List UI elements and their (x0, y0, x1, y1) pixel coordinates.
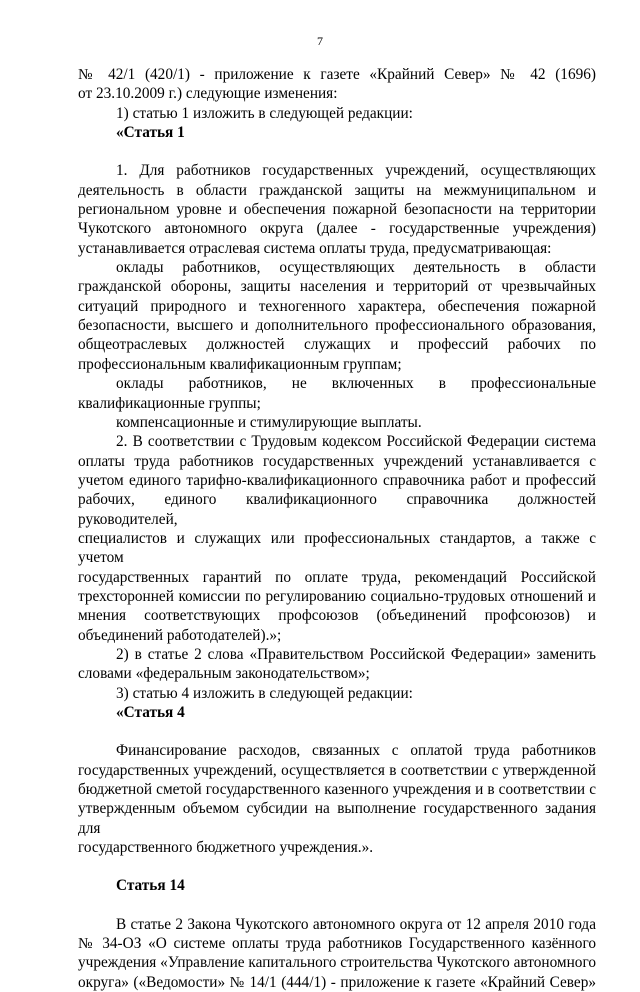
text-line: устанавливается отраслевая система оплаты труда, предусматривающая: (78, 239, 552, 257)
text-line: словами «федеральным законодательством»; (78, 665, 370, 683)
text-line: ситуаций природного и техногенного характера, обеспечения пожарной (78, 297, 596, 315)
text-line: оклады работников, осуществляющих деятельность в области (116, 259, 596, 277)
text-line: В статье 2 Закона Чукотского автономного округа от 12 апреля 2010 года (116, 915, 596, 933)
article-4-paragraph-1 (78, 741, 596, 857)
article-14-paragraph-1 (78, 915, 596, 992)
text-line: бюджетной сметой государственного казенного учреждения и в соответствии с (78, 781, 596, 799)
spacer (78, 142, 596, 161)
text-line: объединений работодателей).»; (78, 626, 282, 644)
text-line: квалификационные группы; (78, 394, 261, 412)
text-line: Финансирование расходов, связанных с оплатой труда работников (116, 742, 596, 760)
article-1-paragraph-4: компенсационные и стимулирующие выплаты. (116, 413, 422, 431)
article-14-heading: Статья 14 (116, 877, 185, 895)
article-1-heading: «Статья 1 (116, 124, 185, 142)
text-line: государственных учреждений, осуществляется в соответствии с утвержденной (78, 761, 596, 779)
text-line: государственного бюджетного учреждения.». (78, 839, 374, 857)
text-line: округа» («Ведомости» № 14/1 (444/1) - приложение к газете «Крайний Север» (78, 973, 596, 991)
text-line: безопасности, высшего и дополнительного профессионального образования, (78, 317, 596, 335)
article-1-paragraph-5 (78, 432, 596, 645)
amendment-item-1: 1) статью 1 изложить в следующей редакции: (116, 104, 413, 122)
document-body (78, 65, 596, 992)
text-line: гражданской обороны, защиты населения и территорий от чрезвычайных (78, 278, 596, 296)
article-1-paragraph-2 (78, 258, 596, 374)
intro-line: № 42/1 (420/1) - приложение к газете «Крайний Север» № 42 (1696) (78, 66, 596, 83)
page-number: 7 (317, 34, 323, 48)
text-line: деятельность в области гражданской защиты на межмуниципальном и (78, 181, 596, 199)
text-line: оплаты труда работников государственных учреждений устанавливается с (78, 452, 596, 470)
article-4-heading: «Статья 4 (116, 704, 185, 721)
text-line: региональном уровне и обеспечения пожарной безопасности на территории (78, 201, 596, 219)
text-line: рабочих, единого квалификационного справочника должностей руководителей, (78, 491, 596, 528)
spacer (78, 722, 596, 741)
intro-line: от 23.10.2009 г.) следующие изменения: (78, 85, 338, 103)
amendment-item-2 (78, 645, 596, 684)
text-line: учетом единого тарифно-квалификационного справочника работ и профессий (78, 471, 596, 489)
text-line: учреждения «Управление капитального строительства Чукотского автономного (78, 954, 596, 972)
text-line: мнения соответствующих профсоюзов (объединений профсоюзов) и (78, 607, 596, 625)
spacer (78, 896, 596, 915)
text-line: оклады работников, не включенных в профессиональные (116, 375, 596, 393)
text-line: № 34-ОЗ «О системе оплаты труда работников Государственного казённого (78, 935, 596, 953)
text-line: 2. В соответствии с Трудовым кодексом Российской Федерации система (116, 433, 596, 451)
amendment-item-3: 3) статью 4 изложить в следующей редакции: (116, 684, 413, 702)
text-line: 1. Для работников государственных учреждений, осуществляющих (116, 162, 596, 180)
text-line: трехсторонней комиссии по регулированию социально-трудовых отношений и (78, 587, 596, 605)
text-line: общеотраслевых должностей служащих и профессий рабочих по (78, 336, 596, 354)
text-line: 2) в статье 2 слова «Правительством Российской Федерации» заменить (116, 645, 596, 663)
article-1-paragraph-3 (78, 374, 596, 413)
text-line: специалистов и служащих или профессиональных стандартов, а также с учетом (78, 529, 596, 567)
spacer (78, 857, 596, 876)
text-line: профессиональным квалификационным группам; (78, 355, 402, 373)
text-line: утвержденным объемом субсидии на выполнение государственного задания для (78, 800, 596, 837)
text-line: Чукотского автономного округа (далее - государственные учреждения) (78, 220, 596, 238)
article-1-paragraph-1 (78, 161, 596, 258)
text-line: государственных гарантий по оплате труда, рекомендаций Российской (78, 568, 596, 586)
